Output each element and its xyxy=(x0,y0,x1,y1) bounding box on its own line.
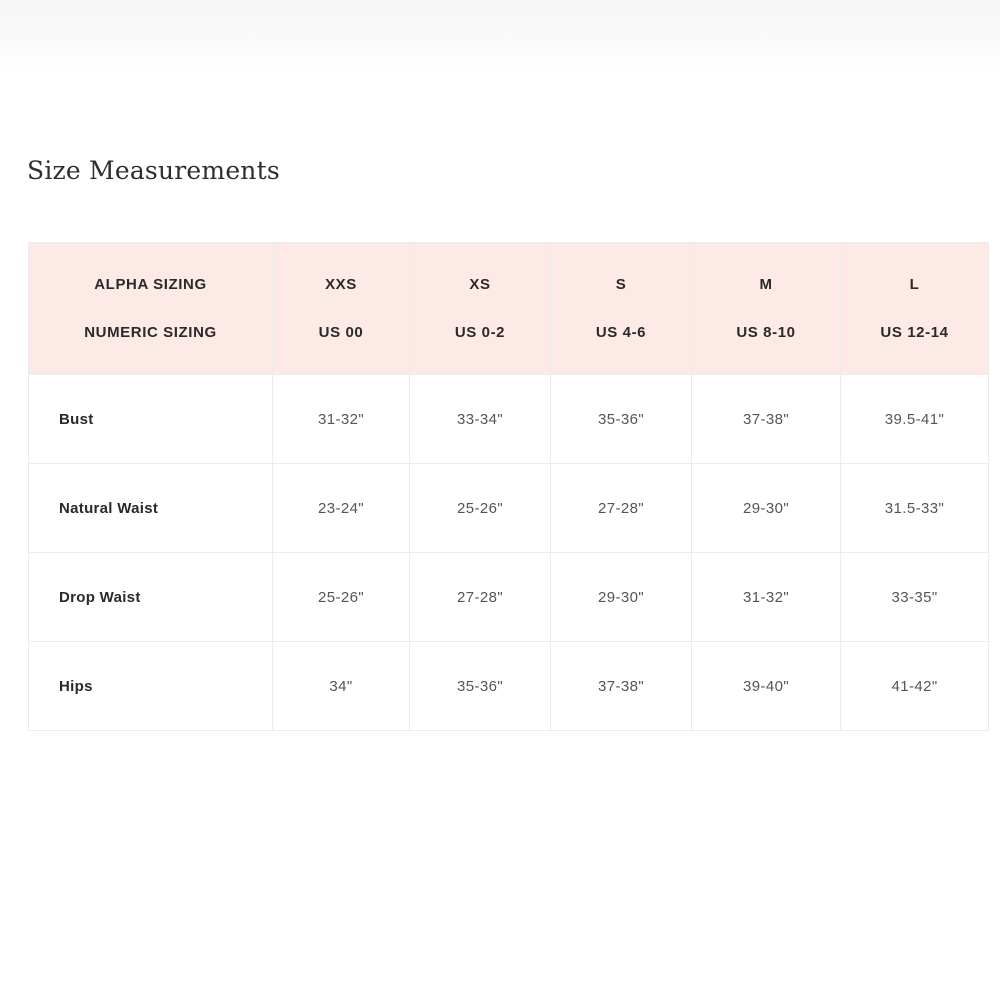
alpha-size: XS xyxy=(469,275,491,293)
measurement-value: 39-40" xyxy=(692,642,841,731)
size-column-header xyxy=(551,243,692,375)
measurement-value: 33-35" xyxy=(841,553,989,642)
measurement-label: Drop Waist xyxy=(29,553,273,642)
measurement-label: Bust xyxy=(29,375,273,464)
table-row xyxy=(29,375,989,464)
top-fade-band xyxy=(0,0,1000,70)
numeric-size: US 12-14 xyxy=(880,323,949,341)
measurement-value: 23-24" xyxy=(273,464,410,553)
measurement-value: 29-30" xyxy=(551,553,692,642)
measurement-value: 39.5-41" xyxy=(841,375,989,464)
size-column-header xyxy=(692,243,841,375)
alpha-size: M xyxy=(759,275,773,293)
measurement-value: 37-38" xyxy=(692,375,841,464)
size-chart-table xyxy=(28,242,989,731)
measurement-value: 29-30" xyxy=(692,464,841,553)
measurement-value: 35-36" xyxy=(410,642,551,731)
size-column-header xyxy=(410,243,551,375)
alpha-size: L xyxy=(909,275,920,293)
measurement-value: 27-28" xyxy=(551,464,692,553)
measurement-value: 31-32" xyxy=(692,553,841,642)
numeric-size: US 8-10 xyxy=(736,323,796,341)
measurement-value: 31-32" xyxy=(273,375,410,464)
table-row xyxy=(29,642,989,731)
measurement-label: Natural Waist xyxy=(29,464,273,553)
table-row xyxy=(29,464,989,553)
measurement-value: 37-38" xyxy=(551,642,692,731)
measurement-value: 25-26" xyxy=(410,464,551,553)
measurement-label: Hips xyxy=(29,642,273,731)
measurement-value: 27-28" xyxy=(410,553,551,642)
numeric-size: US 00 xyxy=(318,323,364,341)
size-column-header xyxy=(841,243,989,375)
alpha-size: S xyxy=(615,275,627,293)
measurement-value: 34" xyxy=(273,642,410,731)
measurement-value: 35-36" xyxy=(551,375,692,464)
numeric-size: US 0-2 xyxy=(454,323,506,341)
alpha-sizing-label: ALPHA SIZING xyxy=(94,275,207,293)
numeric-sizing-label: NUMERIC SIZING xyxy=(84,323,217,341)
measurement-value: 41-42" xyxy=(841,642,989,731)
measurement-value: 33-34" xyxy=(410,375,551,464)
page-title: Size Measurements xyxy=(27,156,280,185)
header-row xyxy=(29,243,989,375)
table-row xyxy=(29,553,989,642)
size-column-header xyxy=(273,243,410,375)
numeric-size: US 4-6 xyxy=(595,323,647,341)
measurement-value: 25-26" xyxy=(273,553,410,642)
measurement-value: 31.5-33" xyxy=(841,464,989,553)
header-label-cell xyxy=(29,243,273,375)
alpha-size: XXS xyxy=(325,275,357,293)
